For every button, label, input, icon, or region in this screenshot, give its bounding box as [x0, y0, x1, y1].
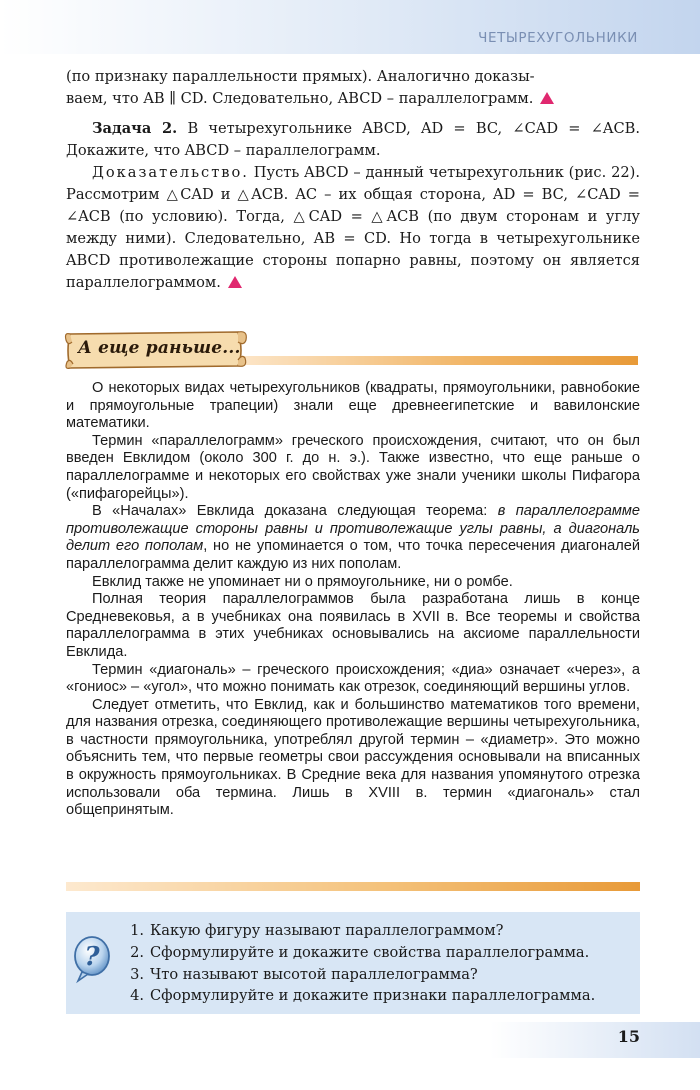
task2 — [66, 118, 640, 162]
proof1-line1: (по признаку параллельности прямых). Аналогично доказы- — [66, 68, 535, 85]
chapter-title: ЧЕТЫРЕХУГОЛЬНИКИ — [478, 30, 638, 46]
proof2-text: Пусть ABCD – данный четырехугольник (рис. 22). Рассмотрим △CAD и △ACB. AC – их общая сторона, AD = BC, ∠CAD = ∠ACB (по условию). Тогда, △CAD = △ACB (по двум сторонам и углу между ними). Следовательно, AB = CD. Но тогда в четырехугольнике ABCD противолежащие стороны попарно равны, поэтому он является параллелограммом. — [66, 164, 640, 291]
triangle-icon — [228, 276, 242, 288]
proof2-label: Доказательство. — [92, 164, 249, 181]
question-icon — [72, 934, 112, 984]
history-p6: Термин «диагональ» – греческого происхождения; «диа» означает «через», а «гониос» – «угол», что можно понимать как отрезок, соединяющий вершины углов. — [66, 661, 640, 696]
task2-label: Задача 2. — [92, 120, 178, 137]
questions-list — [120, 920, 595, 1007]
history-p5: Полная теория параллелограммов была разработана лишь в конце Средневековья, а в учебниках она появилась в XVII в. Все теоремы и свойства параллелограмма в этих учебниках основывались на аксиоме параллельности Евклида. — [66, 591, 640, 660]
task2-text: В четырехугольнике ABCD, AD = BC, ∠CAD = ∠ACB. Докажите, что ABCD – параллелограмм. — [66, 120, 640, 159]
history-p3: В «Началах» Евклида доказана следующая теорема: в параллелограмме противолежащие стороны равны и противолежащие углы равны, а диагональ делит его пополам, но не упоминается о том, что точка пересечения диагоналей параллелограмма делит каждую из них пополам. — [66, 503, 640, 572]
main-text — [66, 66, 640, 294]
question-item: 4. Сформулируйте и докажите признаки параллелограмма. — [130, 987, 596, 1005]
banner-line — [222, 356, 638, 365]
proof2 — [66, 162, 640, 294]
history-p7: Следует отметить, что Евклид, как и большинство математиков того времени, для названия отрезка, соединяющего противолежащие вершины четырехугольника, в частности прямоугольника, употреблял другой термин – «диаметр». Это можно объяснить тем, что первые геометры свои рассуждения основывали на вписанных в окружность прямоугольниках. В Средние века для названия упомянутого отрезка использовали оба термина. Лишь в XVIII в. термин «диагональ» стал общепринятым. — [66, 696, 640, 819]
history-p4: Евклид также не упоминает ни о прямоугольнике, ни о ромбе. — [92, 573, 513, 590]
history-banner — [62, 326, 642, 374]
triangle-icon — [540, 92, 554, 104]
page-number: 15 — [617, 1027, 640, 1046]
questions-box — [66, 912, 640, 1014]
proof1-line2: ваем, что AB ∥ CD. Следовательно, ABCD – параллелограмм. — [66, 88, 640, 110]
history-p2: Термин «параллелограмм» греческого происхождения, считают, что он был введен Евклидом (около 300 г. до н. э.). Также известно, что еще раньше о параллелограмме и некоторых его свойствах уже знали ученики школы Пифагора («пифагорейцы»). — [66, 432, 640, 502]
question-item: 1. Какую фигуру называют параллелограммом? — [130, 922, 504, 939]
question-item: 3. Что называют высотой параллелограмма? — [130, 965, 478, 983]
svg-text:?: ? — [84, 942, 100, 972]
question-item: 2. Сформулируйте и докажите свойства параллелограмма. — [130, 943, 590, 961]
section-divider — [66, 882, 640, 891]
footer-band — [0, 1022, 700, 1058]
banner-title: А еще раньше... — [78, 338, 241, 358]
theorem-italic: в параллелограмме противолежащие стороны равны и противолежащие углы равны, а диагональ делит его пополам — [66, 503, 640, 555]
history-p1: О некоторых видах четырехугольников (квадраты, прямоугольники, равнобокие и прямоугольные трапеции) знали еще древнеегипетские и вавилонские математики. — [66, 380, 640, 432]
history-text — [66, 380, 640, 820]
